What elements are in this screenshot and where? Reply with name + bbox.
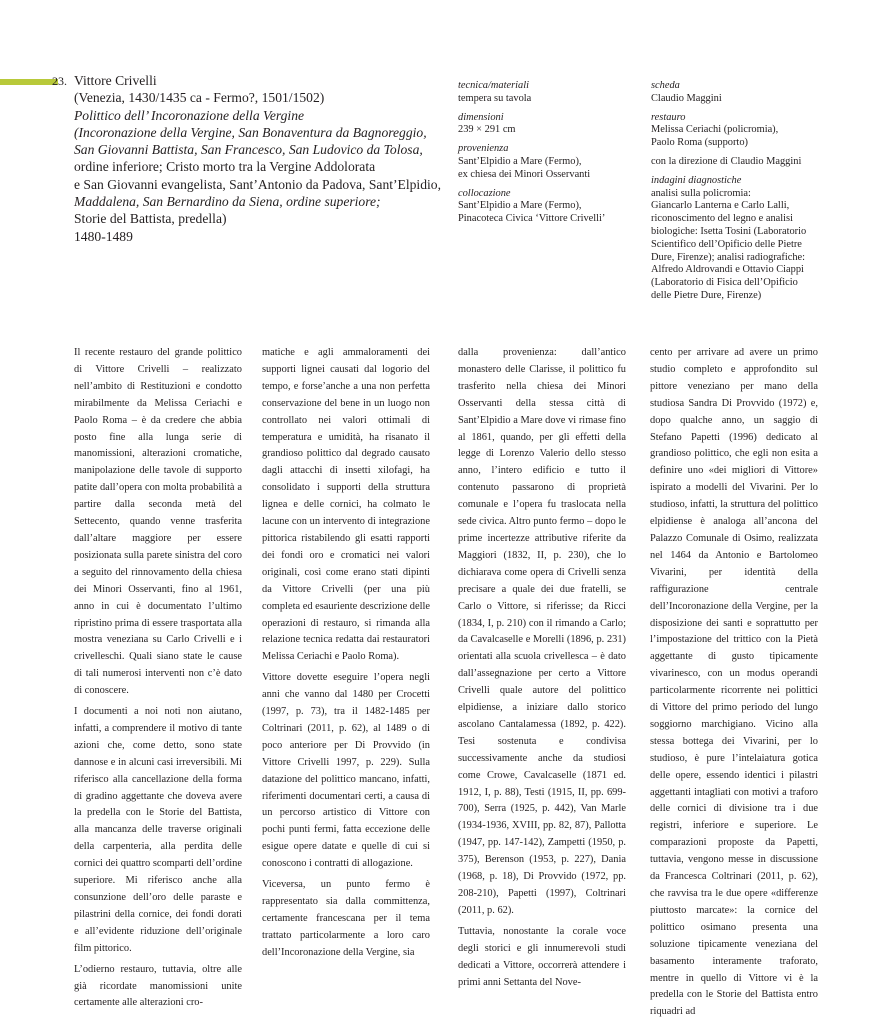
- meta-value: 239 × 291 cm: [458, 124, 516, 136]
- body-column-1: [74, 345, 242, 1009]
- meta-value: Giancarlo Lanterna e Carlo Lalli,: [651, 200, 790, 212]
- meta-diagnostics: [651, 175, 851, 303]
- meta-value: Alfredo Aldrovandi e Ottavio Ciappi: [651, 264, 804, 276]
- paragraph: Viceversa, un punto fermo è rappresentato sia dalla committenza, certamente francescana per il tema trattato particolarmente a loro caro dell’Incoronazione della Vergine, sia: [262, 879, 430, 958]
- meta-label: collocazione: [458, 187, 511, 199]
- work-subjects: Maddalena, San Bernardino da Siena, ordine superiore;: [74, 194, 381, 210]
- meta-label: provenienza: [458, 143, 509, 155]
- paragraph: I documenti a noi noti non aiutano, infatti, a comprendere il motivo di tante azioni che, come detto, sono state dannose e in alcuni casi irreversibili. Mi riferisco alla cancellazione della forma di gradino aggettante che doveva avere la predella con le Storie del Battista, alla mancanza delle traverse originali della carpenteria, alla perdita delle cornici dei quattro scomparti dell’ordine superiore. Mi riferisco anche alla consunzione dell’oro delle paraste e pilastrini della cornice, dei fondi dorati e all’evidente riduzione dell’originale film pittorico.: [74, 706, 242, 954]
- meta-value: riconoscimento del legno e analisi: [651, 213, 793, 225]
- paragraph: cento per arrivare ad avere un primo studio completo e approfondito sul pittore veneziano per mano della studiosa Sandra Di Provvido (1972) e, dopo qualche anno, un saggio di Stefano Papetti (1996) dedicato al grandioso polittico, che egli non esita a definire uno «dei migliori di Vittore» ispirato a modelli del Vivarini. Per lo studioso, infatti, la struttura del polittico elpidiense è analoga all’ancona del Palazzo Comunale di Osimo, realizzata nel 1464 da Antonio e Bartolomeo Vivarini, per identità della raffigurazione centrale dell’Incoronazione della Vergine, per la disposizione dei santi e soprattutto per l’impostazione del trittico con la Pietà aggettante di gusto tipicamente vivarinesco, con un modus operandi particolarmente ricorrente nei polittici di Vittore del primo periodo del lungo soggiorno marchigiano. Vicino alla stessa bottega dei Vivarini, per lo studioso, è pure l’intelaiatura gotica delle opere, essendo identici i pilastri aggettanti intagliati con motivi a traforo delle cornici di divisione tra i due registri, inferiore e superiore. Le comparazioni proposte da Papetti, tuttavia, vengono messe in discussione da Francesca Coltrinari (2011, p. 62), che ravvisa tra le due opere «differenze piuttosto marcate»: la cornice del polittico osimano presenta una soluzione tipicamente veneziana del basamento interamente traforato, mentre in quello di Vittore vi è la predella con le Storie del Battista entro riquadri ad: [650, 347, 818, 1018]
- meta-provenance: [458, 143, 633, 181]
- meta-location: [458, 188, 633, 226]
- meta-value: Melissa Ceriachi (policromia),: [651, 124, 779, 136]
- meta-value: Pinacoteca Civica ‘Vittore Crivelli’: [458, 213, 606, 225]
- meta-value: Sant’Elpidio a Mare (Fermo),: [458, 155, 582, 167]
- paragraph: Tuttavia, nonostante la corale voce degli storici e gli innumerevoli studi dedicati a Vittore, occorrerà attendere i primi anni Settanta del Nove-: [458, 925, 626, 988]
- body-column-4: [650, 345, 818, 1018]
- paragraph: L’odierno restauro, tuttavia, oltre alle già ricordate manomissioni unite certamente alle alterazioni cro-: [74, 963, 242, 1009]
- work-subjects: Storie del Battista, predella): [74, 211, 227, 227]
- body-column-3: [458, 345, 626, 988]
- work-date: 1480-1489: [74, 228, 133, 244]
- meta-value: Paolo Roma (supporto): [651, 137, 748, 149]
- paragraph: dalla provenienza: dall’antico monastero delle Clarisse, il polittico fu trasferito nella chiesa dei Minori Osservanti della stessa città di Sant’Elpidio a Mare dove vi rimase fino al 1861, quando, per gli effetti della legge di Lorenzo Valerio dello stesso anno, l’intero edificio e tutto il contenuto passarono di proprietà comunale e l’opera fu traslocata nella sede civica. Altro punto fermo – dopo le prime incertezze attributive riferite da Maggiori (1832, II, p. 230), che lo dichiarava come opera di Crivelli senza precisare a quale dei due fratelli, se Carlo o Vittore, si riferisse; da Ricci (1834, I, p. 210) con il rimando a Carlo; da Cavalcaselle e Morelli (1896, p. 231) orientati alla scuola crivellesca – è dato dall’assegnazione per certo a Vittore Crivelli quale autore del polittico elpidiense, a iniziare dallo storico ascolano Cantalamessa (1892, p. 422). Tesi sostenuta e condivisa successivamente anche da studiosi come Crowe, Cavalcaselle (1871 ed. 1912, I, p. 88), Testi (1915, II, pp. 699-700), Serra (1925, p. 442), Van Marle (1934-1936, XVIII, pp. 82, 87), Pallotta (1947, pp. 147-142), Zampetti (1950, p. 375), Berenson (1953, p. 227), Dania (1968, p. 18), Di Provvido (1972, pp. 208-210), Papetti (1997), Coltrinari (2011, p. 62).: [458, 347, 626, 916]
- accent-bar: [0, 79, 58, 85]
- meta-value: Sant’Elpidio a Mare (Fermo),: [458, 200, 582, 212]
- meta-restoration: [651, 112, 851, 169]
- paragraph: matiche e agli ammaloramenti dei supporti lignei causati dal logorio del tempo, e forse’anche a una non perfetta conservazione del bene in un luogo non controllato nei valori ottimali di temperatura e umidità, ha risanato il grandioso polittico dal degrado causato dagli attacchi di insetti xilofagi, ha consolidato i supporti della struttura lignea e delle cornici, ha colmato le lacune con un intervento di integrazione pittorica ristabilendo gli esatti rapporti dei fondi oro e cromatici nei valori originali, così come erano stati dipinti da Vittore Crivelli (per una più completa ed esauriente descrizione delle operazioni di restauro, si rimanda alla relazione tecnica redatta dai restauratori Melissa Ceriachi e Paolo Roma).: [262, 347, 430, 663]
- work-subjects: e San Giovanni evangelista, Sant’Antonio da Padova, Sant’Elpidio,: [74, 176, 441, 192]
- meta-label: dimensioni: [458, 111, 504, 123]
- meta-value: ex chiesa dei Minori Osservanti: [458, 168, 591, 180]
- meta-label: tecnica/materiali: [458, 80, 529, 91]
- meta-value: Scientifico dell’Opificio delle Pietre: [651, 238, 802, 250]
- work-title: Polittico dell’ Incoronazione della Vergine: [74, 107, 305, 123]
- meta-dimensions: [458, 112, 633, 138]
- meta-value: delle Pietre Dure, Firenze): [651, 289, 762, 301]
- meta-label: indagini diagnostiche: [651, 174, 742, 186]
- work-subjects: San Giovanni Battista, San Francesco, San Ludovico da Tolosa,: [74, 142, 423, 158]
- meta-value: Dure, Firenze); analisi radiografiche:: [651, 251, 806, 263]
- body-column-2: [262, 345, 430, 958]
- technical-metadata: [458, 80, 633, 232]
- meta-value: analisi sulla policromia:: [651, 187, 751, 199]
- meta-label: scheda: [651, 80, 680, 91]
- work-subjects: ordine inferiore; Cristo morto tra la Vergine Addolorata: [74, 159, 376, 175]
- meta-value: (Laboratorio di Fisica dell’Opificio: [651, 277, 798, 289]
- artist-dates: (Venezia, 1430/1435 ca - Fermo?, 1501/1502): [74, 90, 325, 106]
- meta-value: tempera su tavola: [458, 92, 532, 104]
- paragraph: Il recente restauro del grande polittico di Vittore Crivelli – realizzato nell’ambito di Restituzioni e condotto mirabilmente da Melissa Ceriachi e Paolo Roma – è da credere che abbia posto fine alla lunga serie di manomissioni, alterazioni cromatiche, manipolazione delle tavole di supporto patite dall’opera con molta probabilità a partire dalla seconda metà del Settecento, quando venne trasferita dall’altare maggiore per essere posizionata sulla parete sinistra del coro a seguito del rinnovamento della chiesa dei Minori Osservanti, fino al 1961, anno in cui è documentato l’ultimo ripristino prima di essere trasportata alla mostra veneziana su Carlo Crivelli e i crivelleschi. Quali siano state le cause di tali numerosi interventi non c’è dato di conoscere.: [74, 347, 242, 697]
- entry-number: 23.: [52, 74, 67, 88]
- artist-name: Vittore Crivelli: [74, 73, 157, 88]
- meta-value: biologiche: Isetta Tosini (Laboratorio: [651, 225, 807, 237]
- credits-metadata: [651, 80, 851, 309]
- meta-label: restauro: [651, 111, 686, 123]
- meta-technique: [458, 80, 633, 106]
- paragraph: Vittore dovette eseguire l’opera negli anni che vanno dal 1480 per Crocetti (1997, p. 73), tra il 1482-1485 per Coltrinari (2011, p. 62), al 1489 o di poco anteriore per Di Provvido (in Vittore Crivelli 1997, p. 229). Sulla datazione del polittico mancano, infatti, riferimenti documentari certi, a causa di un percorso artistico di Vittore con pochi punti fermi, fatta eccezione delle esigue opere datate e quelle di cui si conoscono i contratti di allogazione.: [262, 672, 430, 870]
- entry-heading: [74, 72, 441, 245]
- meta-author: [651, 80, 851, 106]
- work-subjects: (Incoronazione della Vergine, San Bonaventura da Bagnoreggio,: [74, 124, 427, 140]
- meta-value: con la direzione di Claudio Maggini: [651, 155, 802, 167]
- meta-value: Claudio Maggini: [651, 92, 722, 104]
